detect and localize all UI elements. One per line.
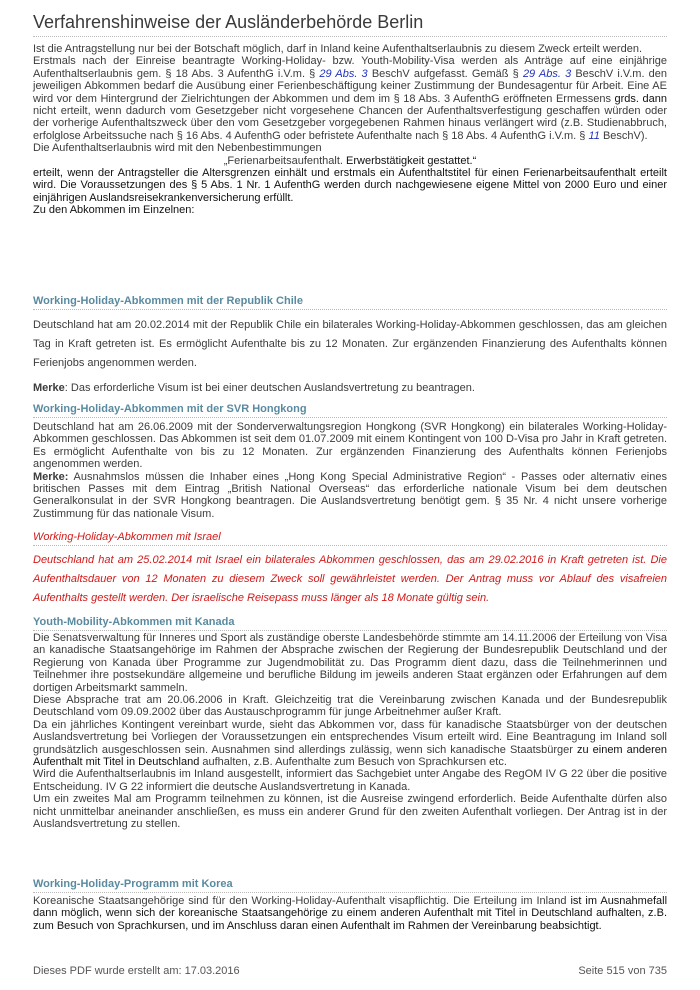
heading-chile: Working-Holiday-Abkommen mit der Republik Chile: [33, 295, 667, 310]
intro-paragraph-5: erteilt, wenn der Antragsteller die Altersgrenzen einhält und erstmals ein Aufenthaltstitel für einen Ferienarbeitsaufenthalt erteilt wird. Die Voraussetzungen des § 5 Abs. 1 Nr. 1 AufenthG werden durch nachgewiesene eigene Mittel von 2000 Euro und einer einjährigen Auslandsreisekrankenversicherung erfüllt.: [33, 167, 667, 204]
kanada-p3-emphasis: zu einem anderen Aufenthalt mit Titel in Deutschland: [33, 743, 668, 769]
intro-paragraph-6: Zu den Abkommen im Einzelnen:: [33, 204, 195, 217]
chile-merke-label: Merke: [33, 382, 65, 394]
intro-p2-text-d: nicht erteilt, wenn dadurch vom Gesetzgeber nicht vorgesehene Chancen der Aufenthaltsverfestigung geschaffen würden oder der vorherige Aufenthaltszweck über den vom Gesetzgeber vorgegebenen Rahmen hinaus verlängert wird (z.B. Studienabbruch, erfolglose Arbeitssuche nach § 16 Abs. 4 AufenthG oder befristete Aufenthalte nach § 18 Abs. 4 AufenthG i.V.m. §: [33, 105, 667, 142]
intro-p2-emphasis: grds. dann: [614, 92, 668, 105]
hongkong-paragraph: Deutschland hat am 26.06.2009 mit der Sonderverwaltungsregion Hongkong (SVR Hongkong) ein bilaterales Working-Holiday-Abkommen geschlossen. Das Abkommen ist seit dem 01.07.2009 mit einem Kontingent von 100 D-Visa pro Jahr in Kraft getreten. Es ermöglicht Aufenthalte von bis zu 12 Monaten. Zur ergänzenden Finanzierung des Aufenthalts können Ferienjobs angenommen werden.: [33, 421, 667, 471]
korea-p1-text-b: ist im Ausnahmefall dann möglich, wenn sich der koreanische Staatsangehörige zu einem anderen Aufenthalt mit Titel in Deutschland aufhalten, z.B. zum Besuch von Sprachkursen, und im Anschluss daran einen Aufenthalt im Rahmen der Vereinbarung beabsichtigt.: [33, 895, 668, 932]
chile-paragraph: Deutschland hat am 20.02.2014 mit der Republik Chile ein bilaterales Working-Holiday-Abkommen geschlossen, das am gleichen Tag in Kraft getreten ist. Es ermöglicht Aufenthalte bis zu 12 Monaten. Zur ergänzenden Finanzierung des Aufenthalts können Ferienjobs angenommen werden.: [33, 319, 667, 369]
kanada-paragraph-1: Die Senatsverwaltung für Inneres und Sport als zuständige oberste Landesbehörde stimmte am 14.11.2006 der Erteilung von Visa an kanadische Staatsangehörige im Rahmen der Absprache zwischen der Regierung der Bundesrepublik Deutschland und der Regierung von Kanada über Programme zur Jugendmobilität zu. Das Programm dient dazu, dass die Teilnehmerinnen und Teilnehmer ihre postsekundäre allgemeine und berufliche Bildung im jeweils anderen Staat ergänzen oder Erfahrungen auf dem dortigen Arbeitsmarkt sammeln.: [33, 632, 667, 694]
heading-korea: Working-Holiday-Programm mit Korea: [33, 878, 667, 893]
kanada-paragraph-3: [33, 719, 667, 769]
page-title: Verfahrenshinweise der Ausländerbehörde Berlin: [33, 12, 424, 32]
footer-created-date: Dieses PDF wurde erstellt am: 17.03.2016: [33, 965, 240, 977]
intro-p4-text-a: „Ferienarbeitsaufenthalt.: [223, 154, 343, 167]
kanada-paragraph-4: Wird die Aufenthaltserlaubnis im Inland ausgestellt, informiert das Sachgebiet unter Angabe des RegOM IV G 22 über die positive Entscheidung. IV G 22 informiert die deutsche Auslandsvertretung in Kanada.: [33, 768, 667, 793]
footer-page-number: Seite 515 von 735: [578, 965, 667, 977]
chile-merke-text: : Das erforderliche Visum ist bei einer deutschen Auslandsvertretung zu beantragen.: [64, 382, 475, 394]
hongkong-section: [33, 421, 667, 520]
intro-paragraph-1: Ist die Antragstellung nur bei der Botschaft möglich, darf in Inland keine Aufenthaltserlaubnis zu diesem Zweck erteilt werden.: [33, 43, 643, 55]
kanada-paragraph-2: Diese Absprache trat am 20.06.2006 in Kraft. Gleichzeitig trat die Vereinbarung zwischen Kanada und der Bundesrepublik Deutschland vom 09.09.2002 über das Austauschprogramm für junge Arbeitnehmer außer Kraft.: [33, 694, 667, 719]
hongkong-merke: [33, 471, 667, 521]
heading-hongkong: Working-Holiday-Abkommen mit der SVR Hongkong: [33, 403, 667, 418]
intro-paragraph-3: Die Aufenthaltserlaubnis wird mit den Nebenbestimmungen: [33, 142, 322, 155]
kanada-p3-end: aufhalten, z.B. Aufenthalte zum Besuch von Sprachkursen etc.: [202, 756, 507, 769]
intro-section: [33, 43, 667, 217]
intro-p2-text-e: BeschV).: [602, 129, 648, 142]
intro-p2-text-c: BeschV i.V.m. den jeweiligen Abkommen bedarf die Ausübung einer Ferienbeschäftigung keiner Zustimmung der Bundesagentur für Arbeit. Eine AE wird vor dem Hintergrund der Zielrichtungen der Abkommen und dem im § 18 Abs. 3 AufenthG eröffneten Ermessens: [33, 67, 667, 105]
title-divider: [33, 36, 667, 37]
intro-p2-text-a: Erstmals nach der Einreise beantragte Working-Holiday- bzw. Youth-Mobility-Visa werden als Anträge auf eine einjährige Aufenthaltserlaubnis gem. § 18 Abs. 3 AufenthG i.V.m. §: [33, 55, 667, 80]
israel-paragraph: Deutschland hat am 25.02.2014 mit Israel ein bilaterales Abkommen geschlossen, das am 29.02.2016 in Kraft getreten ist. Die Aufenthaltsdauer von 12 Monaten zu diesem Zweck soll gewährleistet werden. Der Antrag muss vor Ablauf des visafreien Aufenthalts gestellt werden. Der israelische Reisepass muss länger als 18 Monate gültig sein.: [33, 554, 667, 604]
korea-p1-text-a: Koreanische Staatsangehörige sind für den Working-Holiday-Aufenthalt visapflichtig. Die Erteilung im Inland: [33, 895, 567, 907]
intro-p4-text-b: Erwerbstätigkeit gestattet.“: [346, 154, 477, 167]
heading-kanada: Youth-Mobility-Abkommen mit Kanada: [33, 616, 667, 631]
intro-paragraph-4: [33, 155, 667, 167]
chile-section: [33, 316, 667, 398]
beschv-link-1[interactable]: 29 Abs. 3: [319, 67, 368, 80]
intro-paragraph-2: [33, 55, 667, 142]
beschv-link-2[interactable]: 29 Abs. 3: [522, 67, 572, 80]
hongkong-merke-text: Ausnahmslos müssen die Inhaber eines „Hong Kong Special Administrative Region“ - Passes oder alternativ eines britischen Passes mit dem Eintrag „British National Overseas“ das erforderliche nationale Visum bei dem deutschen Generalkonsulat in der SVR Hongkong beantragen. Die Auslandsvertretung benötigt gem. § 35 Nr. 4 nicht unsere vorherige Zustimmung für das nationale Visum.: [33, 470, 667, 520]
kanada-paragraph-5: Um ein zweites Mal am Programm teilnehmen zu können, ist die Ausreise zwingend erforderlich. Beide Aufenthalte dürfen also nicht unmittelbar aneinander anschließen, es muss ein anderer Grund für den zweiten Aufenthalt vorliegen. Der Antrag ist in der Auslandsvertretung zu stellen.: [33, 793, 667, 831]
chile-merke: [33, 379, 667, 398]
hongkong-merke-label: Merke:: [33, 470, 69, 483]
korea-paragraph: [33, 895, 667, 932]
intro-p2-text-b: BeschV aufgefasst. Gemäß §: [371, 67, 519, 80]
heading-israel: Working-Holiday-Abkommen mit Israel: [33, 531, 667, 546]
kanada-section: [33, 632, 667, 831]
beschv-link-3[interactable]: 11: [588, 129, 600, 142]
kanada-p3-text: Da ein jährliches Kontingent vereinbart wurde, sieht das Abkommen vor, dass für kanadische Staatsbürger von der deutschen Auslandsvertretung bei Vorliegen der Voraussetzungen ein entsprechendes Visum erteilt wird. Eine Beantragung im Inland soll grundsätzlich ausgeschlossen sein. Ausnahmen sind allerdings zulässig, wenn sich kanadische Staatsbürger: [33, 718, 667, 756]
korea-section: [33, 895, 667, 932]
israel-section: [33, 551, 667, 608]
